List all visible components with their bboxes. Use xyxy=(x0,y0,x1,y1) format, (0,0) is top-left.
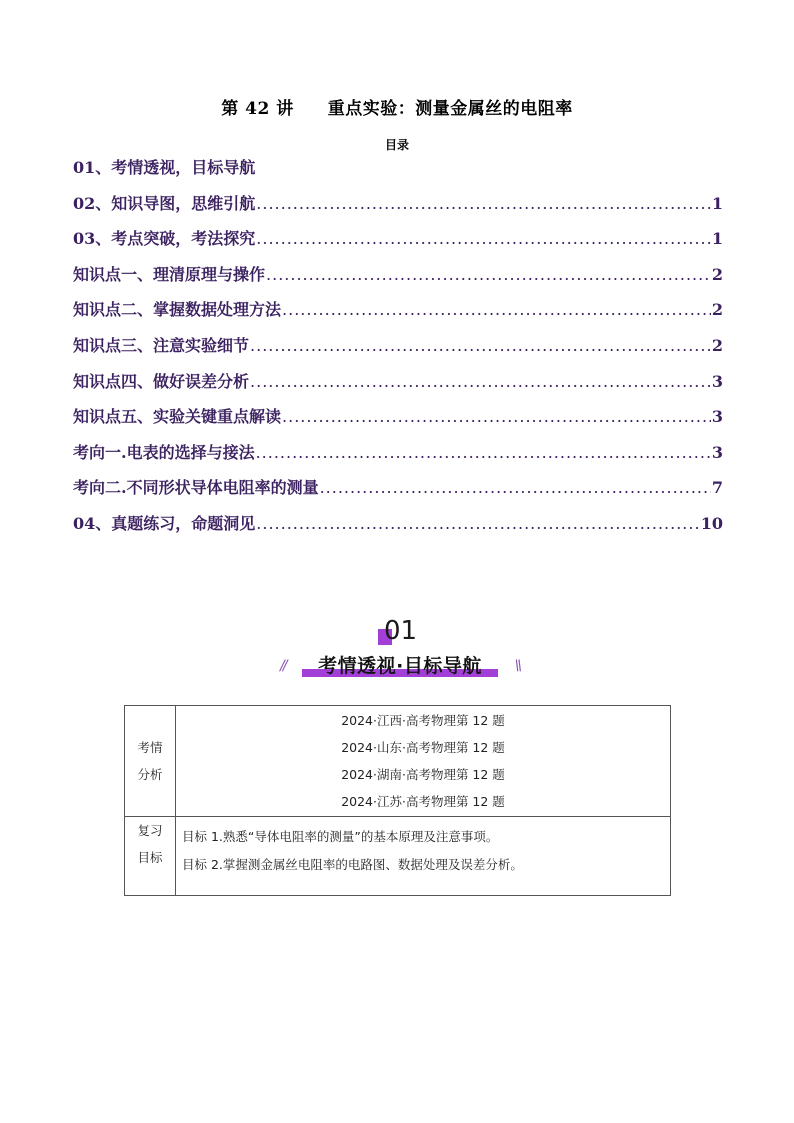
exam-source: 2024·江苏·高考物理第 12 题 xyxy=(341,794,505,809)
goals-label-line: 复习 xyxy=(137,823,163,838)
toc-item-page: 2 xyxy=(711,300,723,320)
toc-item[interactable] xyxy=(73,435,723,471)
toc-item[interactable] xyxy=(73,470,723,506)
toc-item-label: 04、真题练习，命题洞见 xyxy=(73,513,256,533)
exam-source: 2024·湖南·高考物理第 12 题 xyxy=(341,767,505,782)
toc-item-label: 02、知识导图，思维引航 xyxy=(73,193,256,213)
toc-item-page: 1 xyxy=(711,229,723,249)
lecture-number: 第 42 讲 xyxy=(221,99,294,119)
toc-item[interactable] xyxy=(73,150,723,186)
toc-item-page: 2 xyxy=(711,335,723,355)
toc-item-label: 知识点五、实验关键重点解读 xyxy=(73,407,282,427)
exam-analysis-table xyxy=(124,705,671,896)
table-row xyxy=(125,706,671,817)
toc-item[interactable] xyxy=(73,364,723,400)
analysis-label-cell xyxy=(125,706,176,817)
toc-item-page: 3 xyxy=(711,442,723,462)
toc-item-page: 3 xyxy=(711,371,723,391)
decorative-slashes-right: \\ xyxy=(514,658,520,674)
review-goal: 目标 2.掌握测金属丝电阻率的电路图、数据处理及误差分析。 xyxy=(182,857,523,872)
table-of-contents xyxy=(73,150,723,542)
section-title: 考情透视·目标导航 xyxy=(318,655,482,677)
toc-item[interactable] xyxy=(73,257,723,293)
goals-label-cell xyxy=(125,817,176,896)
toc-item-label: 考向一.电表的选择与接法 xyxy=(73,442,255,462)
toc-item-page: 7 xyxy=(711,478,723,498)
page-title xyxy=(0,94,794,119)
toc-item-page: 1 xyxy=(711,193,723,213)
sources-cell xyxy=(176,706,671,817)
toc-item[interactable] xyxy=(73,506,723,542)
toc-item-page: 2 xyxy=(711,264,723,284)
toc-item-label: 知识点四、做好误差分析 xyxy=(73,371,250,391)
toc-item[interactable] xyxy=(73,221,723,257)
toc-item-page: 10 xyxy=(700,513,723,533)
toc-item[interactable] xyxy=(73,328,723,364)
review-goal: 目标 1.熟悉“导体电阻率的测量”的基本原理及注意事项。 xyxy=(182,829,499,844)
exam-source: 2024·江西·高考物理第 12 题 xyxy=(341,713,505,728)
toc-item-label: 知识点一、理清原理与操作 xyxy=(73,264,266,284)
toc-item[interactable] xyxy=(73,292,723,328)
toc-item[interactable] xyxy=(73,186,723,222)
toc-item-label: 知识点三、注意实验细节 xyxy=(73,335,250,355)
decorative-slashes-left: // xyxy=(280,658,286,674)
section-banner xyxy=(282,614,518,684)
toc-item-label: 知识点二、掌握数据处理方法 xyxy=(73,300,282,320)
exam-source: 2024·山东·高考物理第 12 题 xyxy=(341,740,505,755)
lecture-topic: 重点实验：测量金属丝的电阻率 xyxy=(327,99,573,119)
toc-item-label: 03、考点突破，考法探究 xyxy=(73,229,256,249)
toc-item-label: 01、考情透视，目标导航 xyxy=(73,158,256,177)
section-number: 01 xyxy=(384,616,418,646)
analysis-label-line: 考情 xyxy=(137,740,163,755)
toc-heading: 目录 xyxy=(384,138,409,152)
goals-label-line: 目标 xyxy=(137,850,163,865)
toc-item[interactable] xyxy=(73,399,723,435)
toc-item-label: 考向二.不同形状导体电阻率的测量 xyxy=(73,478,319,498)
goals-cell xyxy=(176,817,671,896)
table-row xyxy=(125,817,671,896)
analysis-label-line: 分析 xyxy=(137,767,163,782)
toc-item-page: 3 xyxy=(711,407,723,427)
